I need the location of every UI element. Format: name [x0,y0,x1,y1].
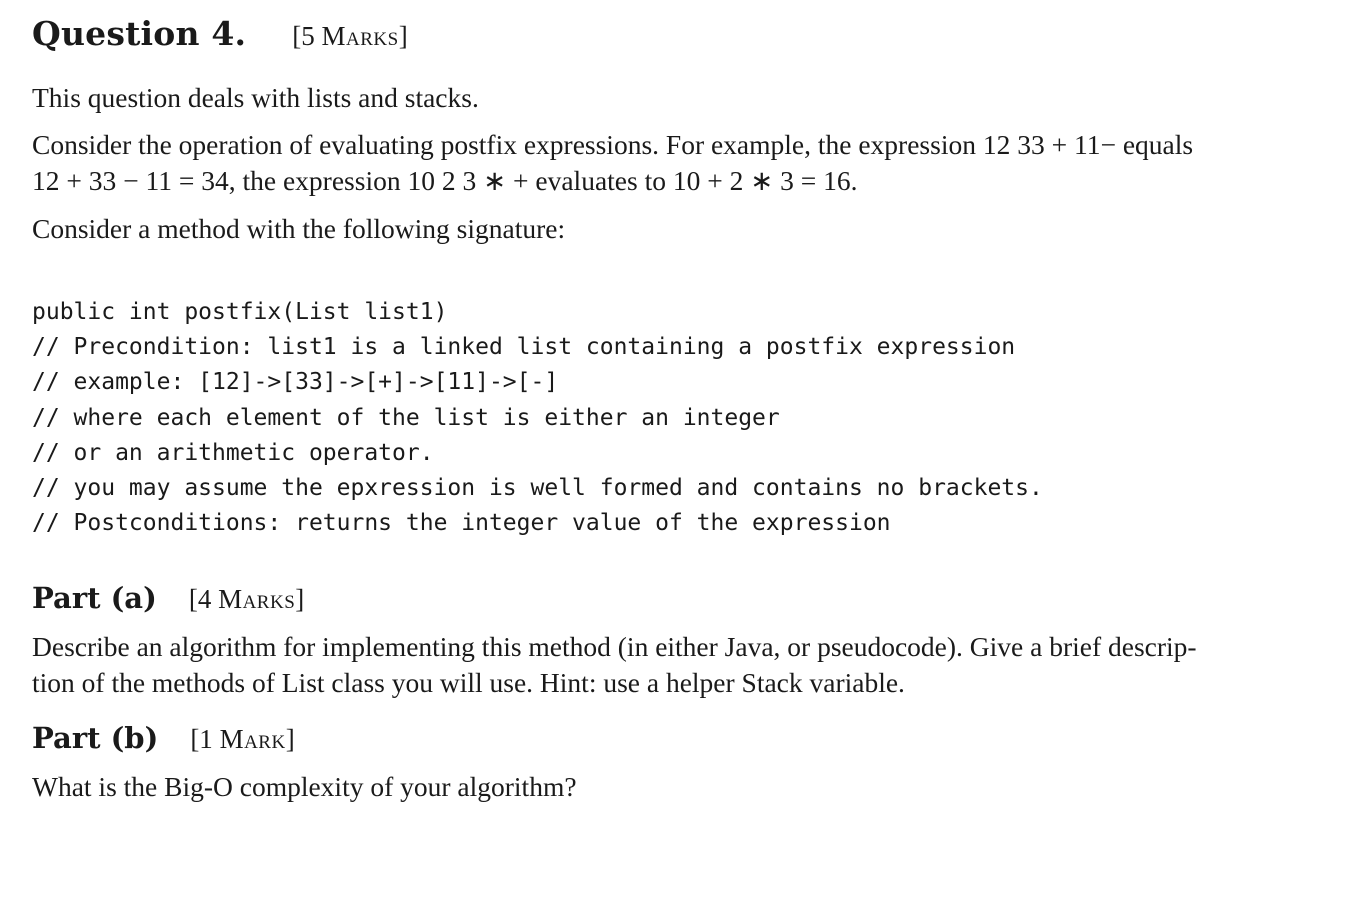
part-a-title: Part (a) [32,581,157,616]
exam-page [32,14,1352,805]
intro-paragraph: This question deals with lists and stacks. [32,82,479,113]
part-a-line-2: tion of the methods of List class you will use. Hint: use a helper Stack variable. [32,667,905,699]
part-b-title: Part (b) [32,721,159,756]
code-line: // example: [12]->[33]->[+]->[11]->[-] [32,369,559,396]
part-a-heading [32,581,1352,615]
question-heading [32,14,1352,64]
code-line: // where each element of the list is either an integer [32,404,780,431]
part-a-line-1: Describe an algorithm for implementing this method (in either Java, or pseudocode). Give a brief descrip- [32,631,1197,663]
question-title: Question 4. [32,14,247,53]
example-line-2: 12 + 33 − 11 = 34, the expression 10 2 3 ∗ + evaluates to 10 + 2 ∗ 3 = 16. [32,165,858,196]
code-line: // Postconditions: returns the integer value of the expression [32,510,891,537]
code-line: // or an arithmetic operator. [32,439,434,466]
code-line: public int postfix(List list1) [32,299,448,325]
example-paragraph [32,127,1352,199]
question-marks: [5 Marks] [292,21,408,51]
signature-intro-paragraph: Consider a method with the following signature: [32,213,566,244]
code-line: // Precondition: list1 is a linked list containing a postfix expression [32,334,1016,361]
part-a-marks: [4 Marks] [188,584,305,615]
code-block [32,295,1352,541]
code-line: // you may assume the epxression is well formed and contains no brackets. [32,475,1043,502]
part-a-text [32,629,1352,701]
part-b-text: What is the Big-O complexity of your algorithm? [32,771,577,803]
part-b-marks: [1 Mark] [190,724,295,755]
part-b-heading [32,721,1352,755]
example-line-1: Consider the operation of evaluating postfix expressions. For example, the expression 12 33 + 11− equals [32,129,1194,160]
